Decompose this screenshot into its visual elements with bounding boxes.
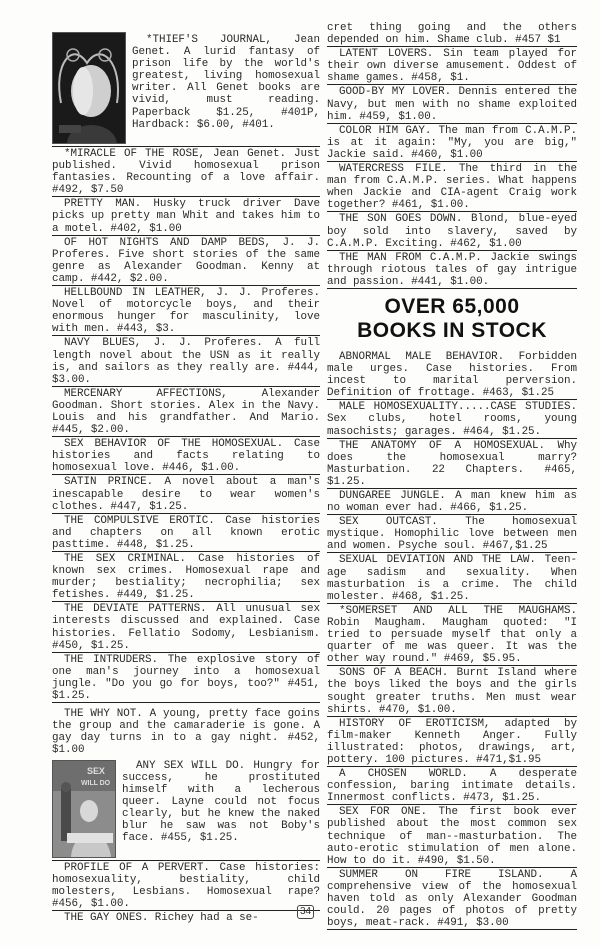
entry-text: MALE HOMOSEXUALITY.....CASE STUDIES. Sex clubs, hotel rooms, young masochists; garages. #464, $1.25. xyxy=(327,401,577,438)
catalog-entry xyxy=(52,287,320,336)
entry-text: SEXUAL DEVIATION AND THE LAW. Teen-age sadism and sexuality. When masturbation is a crime. The child molester. #468, $1.25. xyxy=(327,554,577,603)
entry-text: THE MAN FROM C.A.M.P. Jackie swings through riotous tales of gay intrigue and passion. #441, $1.00. xyxy=(327,251,577,288)
entry-text: MERCENARY AFFECTIONS, Alexander Goodman. Short stories. Alex in the Navy. Louis and his grandfather. And Mario. #445, $2.00. xyxy=(52,387,320,437)
entry-text: *MIRACLE OF THE ROSE, Jean Genet. Just published. Vivid homosexual prison fantasies. Recounting of a love affair. #492, $7.50 xyxy=(52,148,320,197)
page-number: 34 xyxy=(297,905,314,919)
entry-text: THE INTRUDERS. The explosive story of one man's journey into a homosexual jungle. "Do you go for boys, too?" #451, $1.25. xyxy=(52,653,320,703)
catalog-entry xyxy=(52,198,320,235)
catalog-entry xyxy=(327,125,577,162)
entry-text: SEX FOR ONE. The first book ever published about the most common sex technique of man--masturbation. The auto-erotic stimulation of men alone. How to do it. #490, $1.50. xyxy=(327,806,577,867)
entry-text: GOOD-BY MY LOVER. Dennis entered the Navy, but men with no shame exploited him. #459, $1.00. xyxy=(327,86,577,123)
entry-text: ABNORMAL MALE BEHAVIOR. Forbidden male urges. Case histories. From incest to marital perversion. Definition of frottage. #463, $1.25 xyxy=(327,350,577,400)
catalog-entry xyxy=(52,603,320,652)
entry-text: THE COMPULSIVE EROTIC. Case histories and chapters on all known erotic pasttime. #448, $1.25. xyxy=(52,514,320,551)
catalog-entry xyxy=(52,476,320,513)
entry-text: SUMMER ON FIRE ISLAND. A comprehensive view of the homosexual haven told as only Alexander Goodman could. 20 pages of photos of pretty boys, meat-rack. #491, $3.00 xyxy=(327,868,577,930)
book-cover-portrait-photo xyxy=(52,32,126,144)
entry-text: *THIEF'S JOURNAL, Jean Genet. A lurid fantasy of prison life by the world's greatest, living homosexual writer. All Genet books are vivid, must reading. Paperback $1.25, #401P, Hardback: $6.00, #401. xyxy=(132,34,320,131)
entry-text: *SOMERSET AND ALL THE MAUGHAMS. Robin Maugham. Maugham quoted: "I tried to persuade myself that only a quarter of me was queer. It was the other way round." #469, $5.95. xyxy=(327,604,577,666)
entry-text: ANY SEX WILL DO. Hungry for success, he prostituted himself with a lecherous queer. Layne could not focus clearly, but he knew the naked blur he saw was not Boby's face. #455, $1.25. xyxy=(122,759,320,845)
entry-text: PROFILE OF A PERVERT. Case histories: homosexuality, bestiality, child molesters, Lesbians. Homosexual rape? #456, $1.00. xyxy=(52,861,320,910)
catalog-entry xyxy=(327,48,577,85)
catalog-entry xyxy=(52,438,320,475)
catalog-entry xyxy=(327,213,577,250)
entry-text: OF HOT NIGHTS AND DAMP BEDS, J. J. Proferes. Five short stories of the same genre as Alexander Goodman. Kenny at camp. #442, $2.00. xyxy=(52,236,320,285)
catalog-entry xyxy=(327,869,577,930)
catalog-entry xyxy=(327,440,577,489)
entry-text: PRETTY MAN. Husky truck driver Dave picks up pretty man Whit and takes him to a motel. #402, $1.00 xyxy=(52,198,320,235)
entry-text: THE DEVIATE PATTERNS. All unusual sex interests discussed and explained. Case histories. Fellatio Sodomy, Lesbianism. #450, $1.25. xyxy=(52,603,320,652)
entry-text: THE SON GOES DOWN. Blond, blue-eyed boy sold into slavery, saved by C.A.M.P. Exciting. #462, $1.00 xyxy=(327,213,577,250)
catalog-entry xyxy=(327,768,577,805)
catalog-entry xyxy=(327,554,577,603)
any-sex-will-do-cover-photo xyxy=(52,760,116,858)
catalog-entry xyxy=(52,148,320,197)
catalog-entry xyxy=(52,337,320,386)
right-column xyxy=(327,22,577,931)
entry-text: THE GAY ONES. Richey had a se- xyxy=(64,911,259,924)
entry-text: DUNGAREE JUNGLE. A man knew him as no woman ever had. #466, $1.25. xyxy=(327,490,577,515)
catalog-entry xyxy=(52,515,320,552)
banner-line-1: OVER 65,000 xyxy=(384,294,520,318)
catalog-entry xyxy=(327,351,577,400)
banner-line-2: BOOKS IN STOCK xyxy=(357,318,547,342)
catalog-entry xyxy=(327,667,577,716)
entry-text: SONS OF A BEACH. Burnt Island where the boys liked the boys and the girls sought greater truths. Men must wear shirts. #470, $1.00. xyxy=(327,667,577,716)
catalog-entry xyxy=(327,401,577,438)
catalog-entry xyxy=(52,912,320,924)
entry-text: SEX BEHAVIOR OF THE HOMOSEXUAL. Case histories and facts relating to homosexual love. #446, $1.00. xyxy=(52,438,320,475)
entry-text: NAVY BLUES, J. J. Proferes. A full length novel about the USN as it really is, and sailors as they really are. #444, $3.00. xyxy=(52,337,320,386)
svg-text:WILL DO: WILL DO xyxy=(81,779,111,787)
catalog-entry xyxy=(327,605,577,666)
entry-text: WATERCRESS FILE. The third in the man from C.A.M.P. series. What happens when Jackie and CIA-agent Craig work together? #461, $1.00. xyxy=(327,163,577,212)
catalog-entry xyxy=(327,163,577,212)
entry-text: THE WHY NOT. A young, pretty face goins the group and the camaraderie is gone. A gay day turns in to a gay night. #452, $1.00 xyxy=(52,708,320,757)
entry-text: cret thing going and the others depended on him. Shame club. #457 $1 xyxy=(327,22,577,47)
catalog-entry xyxy=(327,252,577,289)
catalog-entry xyxy=(52,708,320,756)
catalog-entry xyxy=(327,22,577,47)
stock-banner xyxy=(327,295,577,343)
catalog-entry xyxy=(52,862,320,911)
svg-text:SEX: SEX xyxy=(87,765,105,776)
entry-text: HISTORY OF EROTICISM, adapted by film-maker Kenneth Anger. Fully illustrated: photos, drawings, art, pottery. 100 pictures. #471,$1.95 xyxy=(327,717,577,766)
left-column xyxy=(52,34,320,925)
catalog-entry xyxy=(52,388,320,437)
entry-text: HELLBOUND IN LEATHER, J. J. Proferes. Novel of motorcycle boys, and their enormous hunger for masculinity, love with men. #443, $3. xyxy=(52,287,320,336)
entry-text: LATENT LOVERS. Sin team played for their own diverse amusement. Oddest of shame games. #458, $1. xyxy=(327,48,577,85)
catalog-entry xyxy=(327,86,577,123)
entry-text: THE SEX CRIMINAL. Case histories of known sex crimes. Homosexual rape and murder; bestiality; necrophilia; sex fetishes. #449, $1.25. xyxy=(52,553,320,602)
catalog-entry xyxy=(327,490,577,515)
catalog-entry xyxy=(327,516,577,553)
catalog-entry xyxy=(52,760,320,861)
entry-text: SEX OUTCAST. The homosexual mystique. Homophilic love between men and women. Psyche soul. #467,$1.25 xyxy=(327,516,577,553)
entry-text: COLOR HIM GAY. The man from C.A.M.P. is at it again: "My, you are big," Jackie said. #460, $1.00 xyxy=(327,124,577,161)
entry-text: SATIN PRINCE. A novel about a man's inescapable desire to wear women's clothes. #447, $1.25. xyxy=(52,476,320,513)
catalog-entry xyxy=(52,654,320,703)
catalog-entry xyxy=(52,553,320,602)
catalog-entry xyxy=(52,34,320,147)
catalog-entry xyxy=(52,237,320,286)
entry-text: A CHOSEN WORLD. A desperate confession, baring intimate details. Innermost conflicts. #473, $1.25. xyxy=(327,768,577,805)
catalog-entry xyxy=(327,806,577,867)
catalog-entry xyxy=(327,718,577,767)
entry-text: THE ANATOMY OF A HOMOSEXUAL. Why does the homosexual marry? Masturbation. 22 Chapters. #465, $1.25. xyxy=(327,439,577,488)
